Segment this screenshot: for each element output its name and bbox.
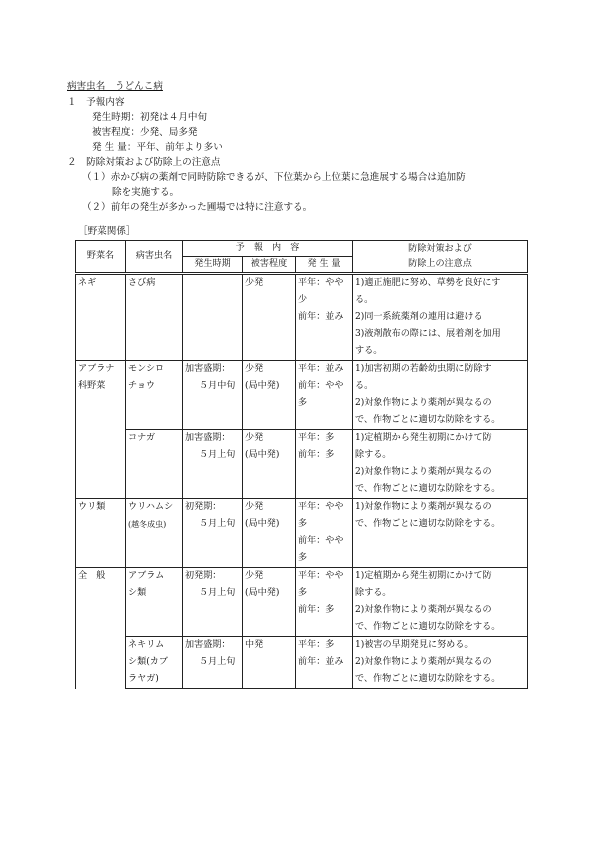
measure-line: 1)対象作物により薬剤が異なるの (355, 502, 492, 512)
pest-name-line-2: シ類 (128, 588, 147, 598)
table-row (76, 637, 528, 689)
vegetable-cell (76, 361, 126, 499)
amount-cell (296, 499, 353, 568)
damage-local: (局中発) (245, 450, 280, 460)
pest-cell (126, 361, 183, 430)
forecast-damage: 被害程度：少発、局多発 (92, 127, 198, 138)
header-pest: 病害虫名 (126, 241, 183, 274)
time-cell (183, 637, 243, 689)
amount-previous: 前年：やや多 (298, 536, 344, 563)
vegetable-name-line-1: アブラナ (78, 364, 115, 374)
damage-local: (局中発) (245, 588, 280, 598)
measure-line: 3)液剤散布の際には、展着剤を加用 (355, 329, 501, 339)
measure-line: 2)対象作物により薬剤が異なるの (355, 467, 492, 477)
measure-line: 2)対象作物により薬剤が異なるの (355, 657, 492, 667)
damage-value: 少発 (245, 364, 264, 374)
pest-name-line-2: (越冬成虫) (128, 520, 167, 529)
damage-cell (243, 361, 296, 430)
time-value: ５月上旬 (199, 588, 236, 598)
time-label: 加害盛期： (185, 433, 231, 443)
vegetable-name: ネギ (78, 278, 97, 288)
measure-line: で、作物ごとに適切な防除をする。 (355, 622, 501, 632)
amount-cell (296, 430, 353, 499)
amount-normal: 平年：並み (298, 364, 344, 374)
amount-normal: 平年：やや少 (298, 278, 344, 305)
header-measures-line-2: 防除上の注意点 (408, 258, 472, 269)
pest-cell (126, 568, 183, 637)
measure-line: で、作物ごとに適切な防除をする。 (355, 415, 501, 425)
table-row (76, 430, 528, 499)
damage-value: 少発 (245, 571, 264, 581)
measure-1-line-a: （１）赤かび病の薬剤で同時防除できるが、下位葉から上位葉に急進展する場合は追加防 (82, 172, 466, 183)
pest-name-line-3: ラヤガ) (128, 674, 159, 684)
measure-line: 1)定植期から発生初期にかけて防 (355, 571, 492, 581)
amount-previous: 前年：並み (298, 657, 344, 667)
measures-cell (353, 637, 528, 689)
vegetable-name: 全 般 (78, 571, 106, 581)
amount-cell (296, 274, 353, 361)
time-cell (183, 274, 243, 361)
measure-line: で、作物ごとに適切な防除をする。 (355, 519, 501, 529)
vegetable-cell (76, 274, 126, 361)
vegetable-section-label: ［野菜関係］ (78, 226, 136, 237)
pest-cell (126, 637, 183, 689)
section-1-heading: １ 予報内容 (67, 97, 125, 108)
measure-line: 除する。 (355, 450, 392, 460)
header-damage: 被害程度 (243, 257, 296, 274)
measure-line: る。 (355, 295, 374, 305)
pest-name-line-2: チョウ (128, 381, 156, 391)
damage-cell (243, 568, 296, 637)
pest-cell (126, 430, 183, 499)
measure-line: 1)加害初期の若齢幼虫期に防除す (355, 364, 492, 374)
measures-cell (353, 361, 528, 430)
header-measures-line-1: 防除対策および (408, 243, 472, 254)
time-cell (183, 499, 243, 568)
measure-line: 2)対象作物により薬剤が異なるの (355, 398, 492, 408)
amount-cell (296, 637, 353, 689)
pest-name-line-1: ウリハムシ (128, 502, 174, 512)
measure-line: る。 (355, 381, 374, 391)
header-measures (353, 241, 528, 274)
pest-name: さび病 (128, 278, 156, 288)
time-label: 加害盛期： (185, 640, 231, 650)
measure-line: 除する。 (355, 588, 392, 598)
measure-line: する。 (355, 346, 383, 356)
measure-1-line-b: 除を実施する。 (112, 187, 180, 198)
amount-previous: 前年：やや多 (298, 381, 344, 408)
table-row (76, 361, 528, 430)
vegetable-name-line-2: 科野菜 (78, 381, 106, 391)
pest-name-line-2: シ類(カブ (128, 657, 168, 667)
time-cell (183, 361, 243, 430)
time-label: 初発期： (185, 571, 222, 581)
header-amount: 発 生 量 (296, 257, 353, 274)
measure-line: 1)被害の早期発見に努める。 (355, 640, 474, 650)
time-value: ５月中旬 (199, 381, 236, 391)
measures-cell (353, 430, 528, 499)
table-row (76, 274, 528, 361)
measure-2: （２）前年の発生が多かった圃場では特に注意する。 (82, 202, 313, 213)
amount-previous: 前年：多 (298, 605, 335, 615)
amount-normal: 平年：多 (298, 433, 335, 443)
damage-value: 中発 (245, 640, 264, 650)
table-row (76, 499, 528, 568)
vegetable-cell (76, 499, 126, 568)
pest-name-line-1: アブラム (128, 571, 165, 581)
damage-value: 少発 (245, 278, 264, 288)
amount-cell (296, 568, 353, 637)
measure-line: で、作物ごとに適切な防除をする。 (355, 484, 501, 494)
amount-cell (296, 361, 353, 430)
vegetable-pest-table (75, 240, 528, 689)
pest-cell (126, 274, 183, 361)
pest-cell (126, 499, 183, 568)
amount-previous: 前年：多 (298, 450, 335, 460)
amount-previous: 前年：並み (298, 312, 344, 322)
table-row (76, 568, 528, 637)
measure-line: で、作物ごとに適切な防除をする。 (355, 674, 501, 684)
section-2-heading: ２ 防除対策および防除上の注意点 (67, 157, 221, 168)
damage-local: (局中発) (245, 519, 280, 529)
damage-cell (243, 637, 296, 689)
vegetable-cell (76, 568, 126, 689)
time-cell (183, 430, 243, 499)
measures-cell (353, 274, 528, 361)
amount-normal: 平年：やや多 (298, 571, 344, 598)
damage-cell (243, 430, 296, 499)
damage-local: (局中発) (245, 381, 280, 391)
header-forecast: 予 報 内 容 (183, 241, 353, 257)
forecast-time: 発生時期：初発は４月中旬 (92, 112, 208, 123)
amount-normal: 平年：やや多 (298, 502, 344, 529)
vegetable-name: ウリ類 (78, 502, 106, 512)
pest-title: 病害虫名 うどんこ病 (67, 81, 163, 92)
time-value: ５月上旬 (199, 519, 236, 529)
measure-line: 2)対象作物により薬剤が異なるの (355, 605, 492, 615)
measures-cell (353, 568, 528, 637)
pest-name-line-1: ネキリム (128, 640, 165, 650)
time-cell (183, 568, 243, 637)
damage-value: 少発 (245, 502, 264, 512)
time-label: 加害盛期： (185, 364, 231, 374)
header-vegetable: 野菜名 (76, 241, 126, 274)
header-time: 発生時期 (183, 257, 243, 274)
damage-cell (243, 499, 296, 568)
time-label: 初発期： (185, 502, 222, 512)
measures-cell (353, 499, 528, 568)
time-value: ５月上旬 (199, 450, 236, 460)
damage-cell (243, 274, 296, 361)
amount-normal: 平年：多 (298, 640, 335, 650)
measure-line: 1)定植期から発生初期にかけて防 (355, 433, 492, 443)
pest-name: コナガ (128, 433, 156, 443)
measure-line: 1)適正施肥に努め、草勢を良好にす (355, 278, 501, 288)
time-value: ５月上旬 (199, 657, 236, 667)
damage-value: 少発 (245, 433, 264, 443)
pest-name-line-1: モンシロ (128, 364, 165, 374)
measure-line: 2)同一系統薬剤の連用は避ける (355, 312, 483, 322)
forecast-amount: 発 生 量：平年、前年より多い (92, 142, 223, 153)
